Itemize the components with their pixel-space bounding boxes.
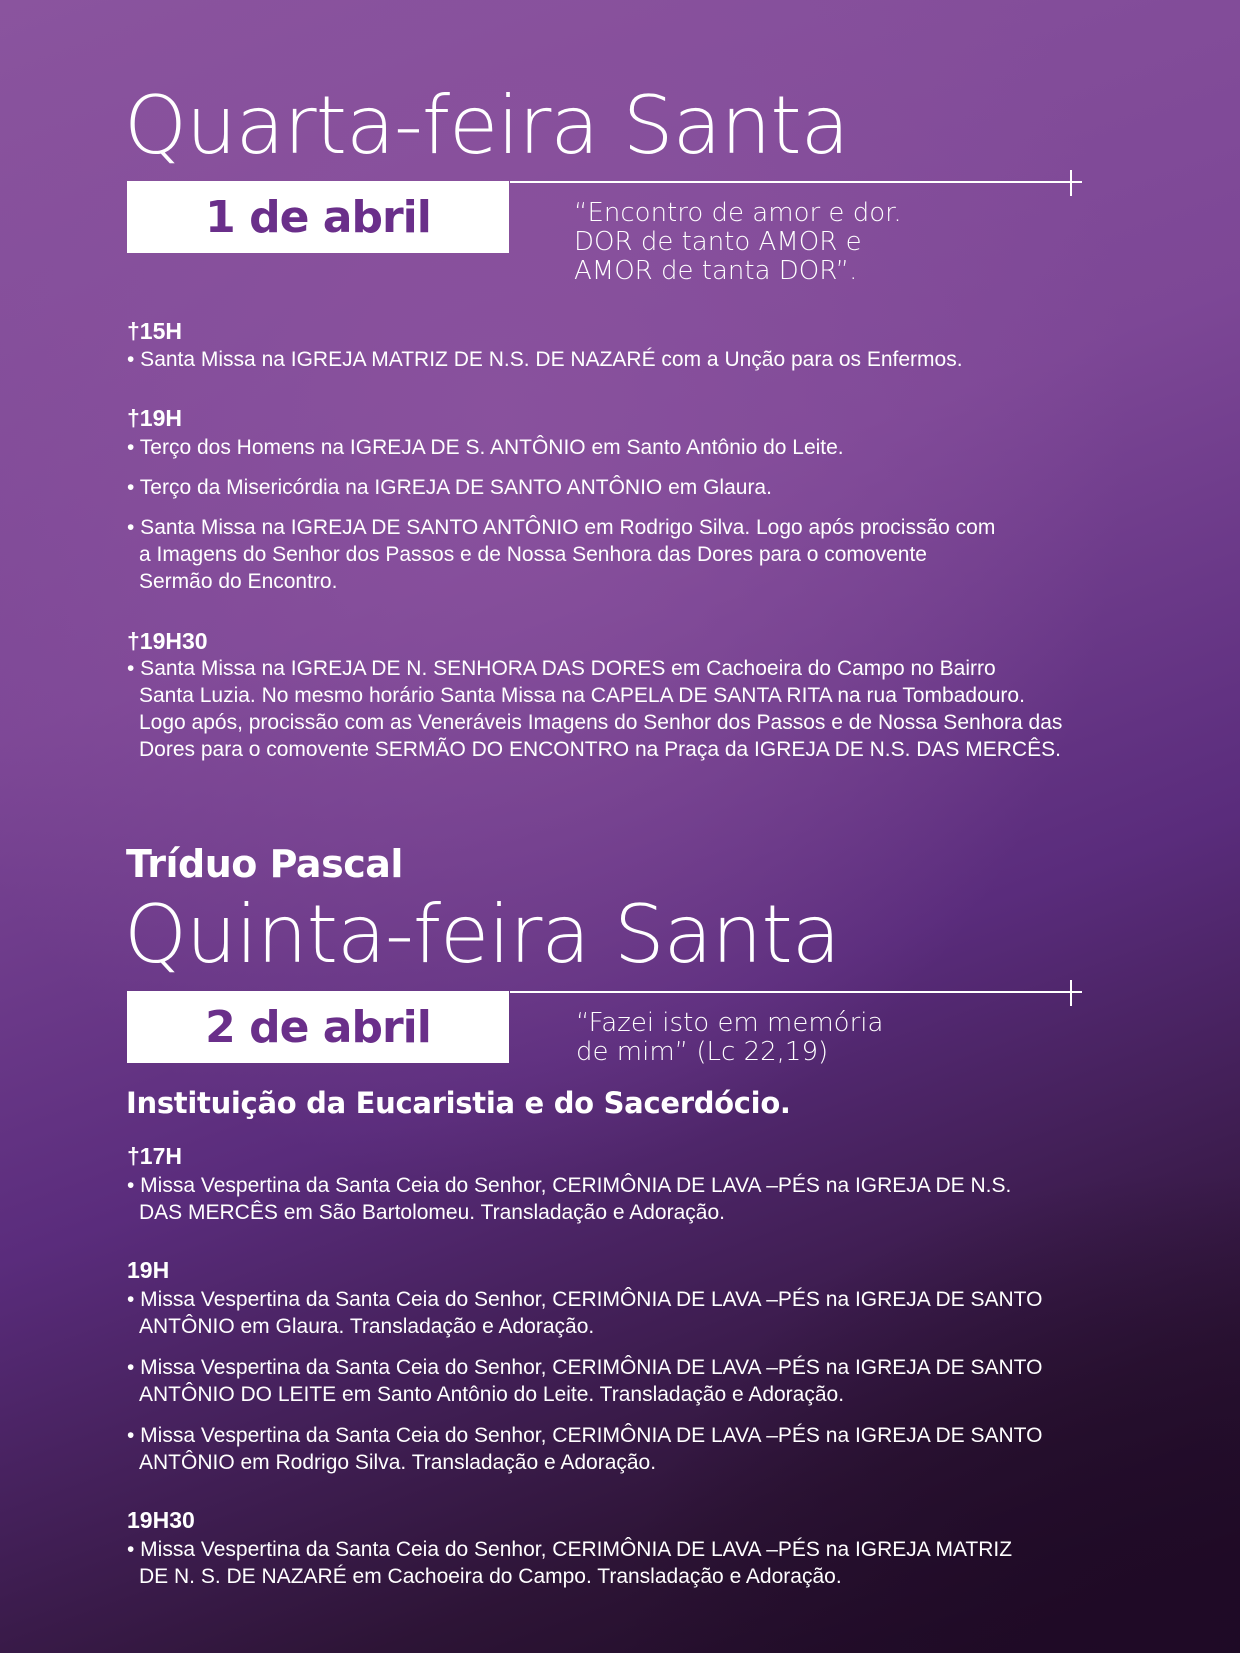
item-line: • Terço da Misericórdia na IGREJA DE SANTO ANTÔNIO em Glaura.	[127, 476, 772, 499]
item-line: • Missa Vespertina da Santa Ceia do Senhor, CERIMÔNIA DE LAVA –PÉS na IGREJA DE SANTO	[127, 1288, 1043, 1311]
item-line: DE N. S. DE NAZARÉ em Cachoeira do Campo. Transladação e Adoração.	[139, 1565, 842, 1588]
title-rule	[510, 991, 1082, 993]
schedule-item	[127, 474, 772, 501]
schedule-item	[127, 1422, 1042, 1476]
cross-mark	[1070, 170, 1072, 196]
item-line: • Missa Vespertina da Santa Ceia do Senhor, CERIMÔNIA DE LAVA –PÉS na IGREJA DE N.S.	[127, 1174, 1012, 1197]
item-line: Sermão do Encontro.	[139, 570, 338, 593]
schedule-item	[127, 514, 995, 595]
schedule-item	[127, 434, 844, 461]
item-line: Logo após, procissão com as Veneráveis Imagens do Senhor dos Passos e de Nossa Senhora das	[139, 711, 1063, 734]
item-line: • Missa Vespertina da Santa Ceia do Senhor, CERIMÔNIA DE LAVA –PÉS na IGREJA DE SANTO	[127, 1356, 1043, 1379]
schedule-item	[127, 1536, 1012, 1590]
quote-line: de mim” (Lc 22,19)	[576, 1037, 829, 1067]
schedule-time: †19H30	[127, 628, 208, 654]
item-line: ANTÔNIO em Glaura. Transladação e Adoração.	[139, 1315, 595, 1338]
item-line: • Santa Missa na IGREJA MATRIZ DE N.S. DE NAZARÉ com a Unção para os Enfermos.	[127, 348, 963, 371]
schedule-time: †17H	[127, 1143, 182, 1169]
title-rule	[510, 181, 1082, 183]
section1-quote	[574, 199, 902, 286]
section2-quote	[576, 1009, 883, 1067]
section2-date-box	[127, 991, 509, 1063]
item-line: DAS MERCÊS em São Bartolomeu. Transladação e Adoração.	[139, 1201, 725, 1224]
schedule-time: 19H30	[127, 1507, 195, 1533]
item-line: ANTÔNIO DO LEITE em Santo Antônio do Leite. Transladação e Adoração.	[139, 1383, 845, 1406]
item-line: • Missa Vespertina da Santa Ceia do Senhor, CERIMÔNIA DE LAVA –PÉS na IGREJA MATRIZ	[127, 1538, 1013, 1561]
quote-line: “Fazei isto em memória	[576, 1008, 884, 1038]
item-line: Dores para o comovente SERMÃO DO ENCONTRO na Praça da IGREJA DE N.S. DAS MERCÊS.	[139, 738, 1061, 761]
section1-date-box	[127, 181, 509, 253]
quote-line: “Encontro de amor e dor.	[574, 198, 902, 228]
quote-line: AMOR de tanta DOR”.	[574, 256, 858, 286]
item-line: • Santa Missa na IGREJA DE SANTO ANTÔNIO em Rodrigo Silva. Logo após procissão com	[127, 516, 996, 539]
item-line: • Missa Vespertina da Santa Ceia do Senhor, CERIMÔNIA DE LAVA –PÉS na IGREJA DE SANTO	[127, 1424, 1043, 1447]
schedule-item	[127, 346, 963, 373]
item-line: ANTÔNIO em Rodrigo Silva. Transladação e Adoração.	[139, 1451, 657, 1474]
section2-date: 2 de abril	[205, 1001, 431, 1053]
section2-title: Quinta-feira Santa	[124, 888, 840, 981]
section1-title: Quarta-feira Santa	[124, 79, 849, 172]
schedule-time: 19H	[127, 1257, 170, 1283]
section1-date: 1 de abril	[205, 191, 431, 243]
schedule-item	[127, 1172, 1011, 1226]
item-line: a Imagens do Senhor dos Passos e de Nossa Senhora das Dores para o comovente	[139, 543, 927, 566]
quote-line: DOR de tanto AMOR e	[574, 227, 862, 257]
section2-subtitle: Instituição da Eucaristia e do Sacerdócio.	[126, 1086, 791, 1120]
section2-kicker: Tríduo Pascal	[126, 842, 403, 886]
schedule-time: †15H	[127, 318, 182, 344]
schedule-item	[127, 655, 1062, 763]
cross-mark	[1070, 980, 1072, 1006]
schedule-time: †19H	[127, 405, 182, 431]
item-line: • Santa Missa na IGREJA DE N. SENHORA DAS DORES em Cachoeira do Campo no Bairro	[127, 657, 996, 680]
item-line: • Terço dos Homens na IGREJA DE S. ANTÔNIO em Santo Antônio do Leite.	[127, 436, 844, 459]
item-line: Santa Luzia. No mesmo horário Santa Missa na CAPELA DE SANTA RITA na rua Tombadouro.	[139, 684, 1025, 707]
schedule-item	[127, 1286, 1042, 1340]
schedule-item	[127, 1354, 1042, 1408]
